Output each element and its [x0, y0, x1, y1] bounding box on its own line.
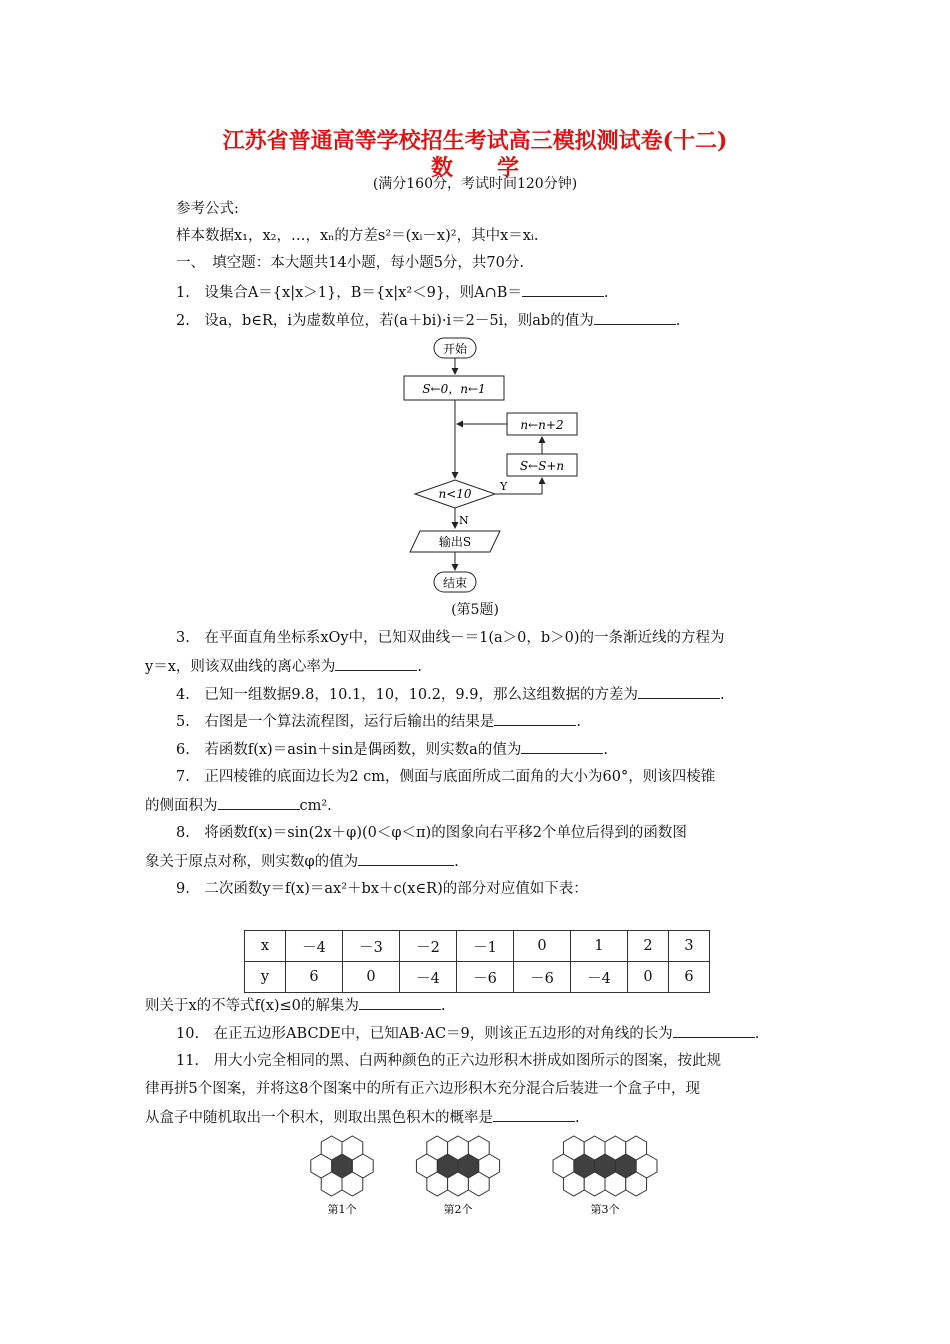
question-1 [176, 282, 609, 303]
question-text: 从盒子中随机取出一个积木，则取出黑色积木的概率是 [145, 1110, 493, 1126]
question-3-line2 [145, 656, 422, 677]
question-text: 2. 设a，b∈R，i为虚数单位，若(a＋bi)·i＝2－5i，则ab的值为 [176, 313, 594, 329]
exam-title: 江苏省普通高等学校招生考试高三模拟测试卷(十二) [222, 128, 728, 154]
question-11-line3 [145, 1107, 580, 1128]
pattern-caption: 第2个 [443, 1203, 473, 1216]
question-text: 5. 右图是一个算法流程图，运行后输出的结果是 [176, 714, 495, 730]
answer-blank [359, 995, 441, 1010]
question-5 [176, 711, 581, 732]
pattern-caption: 第1个 [327, 1203, 357, 1216]
question-11-line2: 律再拼5个图案，并将这8个图案中的所有正六边形积木充分混合后装进一个盒子中，现 [145, 1081, 700, 1097]
period: . [440, 998, 446, 1014]
period: . [754, 1026, 760, 1042]
answer-blank [335, 656, 417, 671]
answer-blank [638, 684, 720, 699]
flowchart-caption: (第5题) [451, 602, 499, 618]
period: . [675, 313, 681, 329]
table-cell: －6 [457, 962, 514, 993]
table-cell: －4 [400, 962, 457, 993]
table-cell: 0 [628, 962, 669, 993]
table-row-y [245, 962, 710, 993]
unit-text: cm². [299, 798, 332, 814]
table-cell: 3 [669, 931, 710, 962]
table-header-cell: x [245, 931, 286, 962]
answer-blank [358, 851, 454, 866]
question-text: 10. 在正五边形ABCDE中，已知AB·AC＝9，则该正五边形的对角线的长为 [176, 1026, 673, 1042]
formula-text: 样本数据x₁，x₂，…，xₙ的方差s²＝(xᵢ－x)²，其中x＝xᵢ. [176, 228, 539, 244]
table-cell: 6 [669, 962, 710, 993]
table-cell: －1 [457, 931, 514, 962]
table-cell: －6 [514, 962, 571, 993]
pattern-caption: 第3个 [590, 1203, 620, 1216]
table-cell: 2 [628, 931, 669, 962]
table-cell: －3 [343, 931, 400, 962]
question-2 [176, 310, 680, 331]
table-cell: －4 [286, 931, 343, 962]
flow-condition-label: n<10 [438, 487, 472, 501]
question-9: 9. 二次函数y＝f(x)＝ax²＋bx＋c(x∈R)的部分对应值如下表： [176, 881, 588, 897]
flow-start-label: 开始 [442, 342, 468, 356]
period: . [603, 285, 609, 301]
period: . [417, 659, 422, 675]
flow-init-label: S←0，n←1 [422, 382, 486, 396]
question-8-line2 [145, 851, 459, 872]
answer-blank [673, 1023, 755, 1038]
answer-blank [521, 739, 603, 754]
answer-blank [594, 310, 676, 325]
question-text: 1. 设集合A＝{x|x＞1}，B＝{x|x²＜9}，则A∩B＝ [176, 285, 522, 301]
question-9-tail [145, 995, 446, 1016]
period: . [719, 687, 725, 703]
question-3-line1: 3. 在平面直角坐标系xOy中，已知双曲线－＝1(a＞0，b＞0)的一条渐近线的方程为 [176, 630, 725, 646]
answer-blank [494, 711, 576, 726]
exam-info: (满分160分，考试时间120分钟) [372, 176, 578, 192]
question-text: 则关于x的不等式f(x)≤0的解集为 [145, 998, 359, 1014]
subject-title: 数 学 [430, 155, 519, 181]
question-4 [176, 684, 725, 705]
period: . [454, 854, 459, 870]
question-8-line1: 8. 将函数f(x)＝sin(2x＋φ)(0＜φ＜π)的图象向右平移2个单位后得到的函数图 [176, 825, 687, 841]
question-text: 6. 若函数f(x)＝asin＋sin是偶函数，则实数a的值为 [176, 742, 522, 758]
question-10 [176, 1023, 759, 1044]
table-cell: 6 [286, 962, 343, 993]
period: . [576, 714, 581, 730]
question-text: 象关于原点对称，则实数φ的值为 [145, 854, 359, 870]
flow-end-label: 结束 [442, 576, 468, 590]
table-cell: －2 [400, 931, 457, 962]
question-text: y＝x，则该双曲线的离心率为 [145, 659, 336, 675]
question-6 [176, 739, 608, 760]
answer-blank [522, 282, 604, 297]
flow-increment-label: n←n+2 [520, 418, 564, 432]
table-cell: －4 [571, 962, 628, 993]
table-row-x [245, 931, 710, 962]
flow-output-label: 输出S [438, 535, 472, 549]
flow-no-label: N [459, 514, 469, 527]
section-heading: 一、 填空题：本大题共14小题，每小题5分，共70分. [176, 255, 524, 271]
question-text: 的侧面积为 [145, 798, 218, 814]
values-table [244, 930, 710, 993]
flow-yes-label: Y [500, 480, 508, 493]
flow-accumulate-label: S←S+n [519, 459, 565, 473]
question-7-line1: 7. 正四棱锥的底面边长为2 cm，侧面与底面所成二面角的大小为60°，则该四棱锥 [176, 769, 716, 785]
formula-label: 参考公式: [176, 201, 239, 217]
flowchart [390, 334, 590, 602]
answer-blank [493, 1107, 575, 1122]
question-text: 4. 已知一组数据9.8，10.1，10，10.2，9.9，那么这组数据的方差为 [176, 687, 638, 703]
hexagon-patterns [300, 1128, 660, 1223]
period: . [603, 742, 608, 758]
answer-blank [218, 795, 300, 810]
table-cell: 1 [571, 931, 628, 962]
table-cell: 0 [343, 962, 400, 993]
table-header-cell: y [245, 962, 286, 993]
period: . [575, 1110, 580, 1126]
question-7-line2 [145, 795, 332, 816]
table-cell: 0 [514, 931, 571, 962]
question-11-line1: 11. 用大小完全相同的黑、白两种颜色的正六边形积木拼成如图所示的图案，按此规 [176, 1053, 722, 1069]
